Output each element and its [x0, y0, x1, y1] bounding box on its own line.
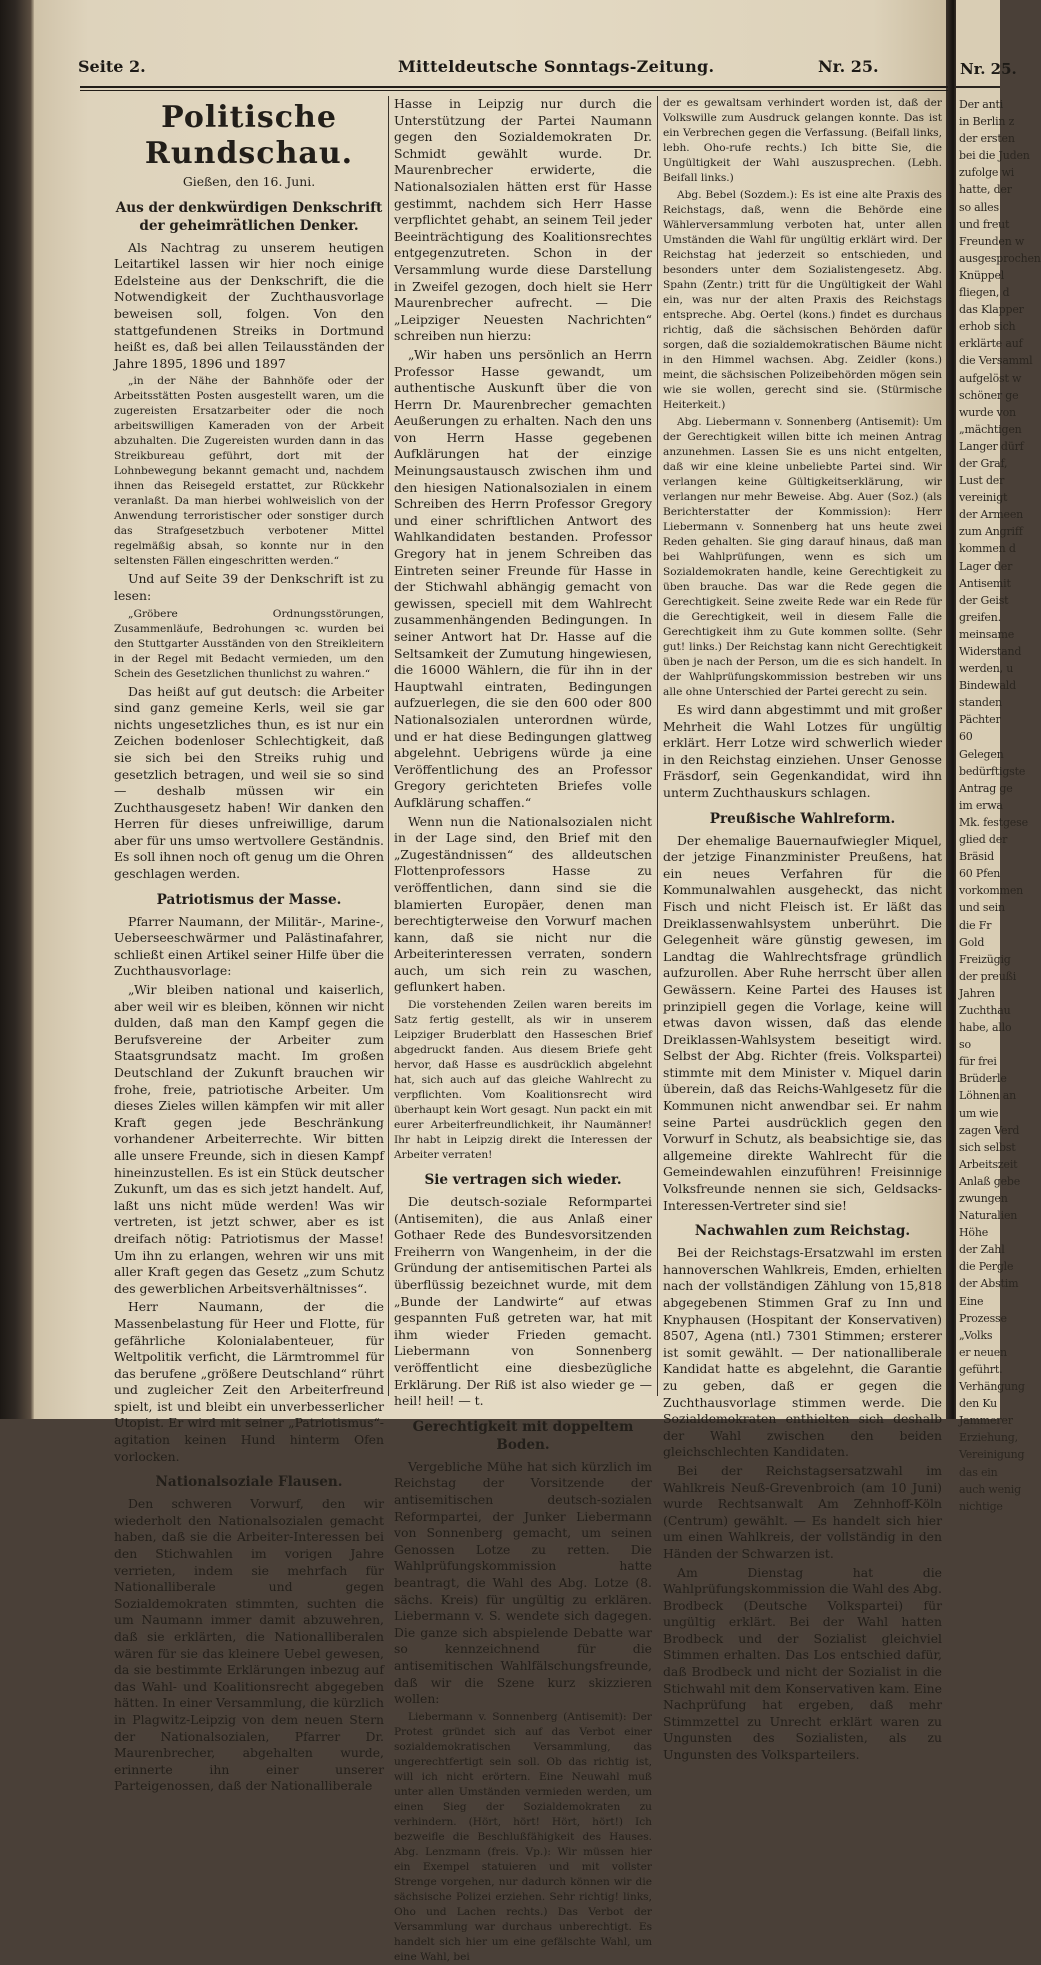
- facing-page-line: Bindewald: [959, 679, 1016, 693]
- article-heading-nachwahlen: Nachwahlen zum Reichstag.: [694, 1223, 911, 1240]
- facing-page-line: Der anti: [959, 98, 1004, 111]
- column-divider-1: [388, 96, 389, 1396]
- facing-page-line: Gelegen: [959, 747, 1004, 761]
- facing-page-line: „mächtigen: [959, 422, 1022, 436]
- facing-page-edge: [956, 0, 1041, 1513]
- facing-page-line: Lager der: [959, 559, 1013, 573]
- facing-page-line: das Klapper: [959, 303, 1024, 317]
- article-paragraph: Herr Naumann, der die Massenbelastung für Heer und Flotte, für gefährliche Kolonialabenteuer, für Weltpolitik verficht, die Lärmtrommel für das berufene „größere Deutschland“ rührt und zugleicher Zeit den Arbeiterfreund spielt, ist und bleibt ein unverbesserlicher Utopist. Er wird mit seiner „Patriotismus“-agitation keinen Hund hinterm Ofen vorlocken.: [114, 1299, 384, 1464]
- facing-page-line: meinsame: [959, 627, 1015, 641]
- article-paragraph: Das heißt auf gut deutsch: die Arbeiter sind ganz gemeine Kerls, weil sie gar nichts ungesetzliches thun, es ist nur ein Zeichen bodenloser Schlechtigkeit, daß sie sich bei den Streiks ruhig und gesetzlich betragen, und weil sie so sind — deshalb müssen wir ein Zuchthausgesetz haben! Wir danken den Herren für dieses unfreiwillige, darum aber für uns umso wertvollere Geständnis. Es soll ihnen noch oft genug um die Ohren geschlagen werden.: [114, 683, 384, 882]
- article-paragraph: Es wird dann abgestimmt und mit großer Mehrheit die Wahl Lotzes für ungültig erklärt. Herr Lotze wird schwerlich wieder in den Reichstag einziehen. Unser Genosse Fräsdorf, sein Gegenkandidat, wird ihn unterm Zuchthauskurs schlagen.: [663, 702, 942, 800]
- facing-page-line: Prozesse: [959, 1311, 1007, 1325]
- facing-page-line: Knüppel: [959, 268, 1005, 282]
- facing-page-number: Nr. 25.: [960, 60, 1017, 78]
- facing-page-line: Vereinigung: [959, 1448, 1025, 1462]
- article-heading-vertragen: Sie vertragen sich wieder.: [424, 1172, 622, 1189]
- article-quote: „Wir haben uns persönlich an Herrn Professor Hasse gewandt, um authentische Auskunft über die von Herrn Dr. Maurenbrecher gemachten Aeußerungen zu erhalten. Nach den uns von Herrn Hasse gegebenen Aufklärungen hat der einzige Meinungsaustausch zwischen ihm und den hiesigen Nationalsozialen in einem Schreiben des Herrn Professor Gregory und einer schriftlichen Antwort des Wahlkandidaten bestanden. Professor Gregory hat in jenem Schreiben das Eintreten seiner Freunde für Hasse in der Stichwahl abhängig gemacht von gewissen, speciell mit dem Wahlrecht zusammenhängenden Bedingungen. In seiner Antwort hat Dr. Hasse auf die Seltsamkeit der Zumutung hingewiesen, die 16000 Wählern, die für ihn in der Hauptwahl eintraten, Bedingungen aufzuerlegen, die sie den 600 oder 800 Nationalsozialen unterordnen würde, und er hat diese Bedingungen glattweg abgelehnt. Uebrigens würde ja eine Veröffentlichung des an Professor Gregory gerichteten Briefes volle Aufklärung schaffen.“: [394, 346, 652, 810]
- facing-page-line: auch wenig: [959, 1482, 1021, 1496]
- article-paragraph: Pfarrer Naumann, der Militär-, Marine-, Ueberseeschwärmer und Palästinafahrer, schließt einen Artikel seiner Hilfe über die Zuchthausvorlage:: [114, 913, 384, 979]
- editor-note: Die vorstehenden Zeilen waren bereits im Satz fertig gestellt, als wir in unserem Leipziger Bruderblatt den Hasseschen Brief abgedruckt fanden. Aus diesem Briefe geht hervor, daß Hasse es ausdrücklich abgelehnt hat, sich auch auf das gleiche Wahlrecht zu verpflichten. Vom Koalitionsrecht wird überhaupt kein Wort gesagt. Nun packt ein mit eurer Arbeiterfreundlichkeit, ihr Naumänner! Ihr habt in Leipzig direkt die Interessen der Arbeiter verraten!: [394, 999, 652, 1162]
- article-paragraph: Wenn nun die Nationalsozialen nicht in der Lage sind, den Brief mit den „Zugeständnissen“ des alldeutschen Flottenprofessors Hasse zu veröffentlichen, dann sind sie die blamierten Europäer, denen man berechtigterweise den Vorwurf machen kann, daß sie nicht nur die Arbeiterinteressen verraten, sondern auch, um sich rein zu waschen, geflunkert haben.: [394, 813, 652, 995]
- facing-page-line: Höhe: [959, 1226, 989, 1240]
- facing-page-line: Bräsid: [959, 850, 994, 864]
- facing-page-line: 60: [959, 730, 973, 744]
- header-rule-thin: [80, 90, 948, 91]
- facing-page-line: standen: [959, 696, 1002, 710]
- article-paragraph: Hasse in Leipzig nur durch die Unterstützung der Partei Naumann gegen den Sozialdemokraten Dr. Schmidt gewählt wurde. Dr. Maurenbrecher erwiderte, die Nationalsozialen hätten erst für Hasse gestimmt, nachdem sich Herr Hasse verpflichtet gehabt, an seinem Teil jeder Beeinträchtigung des Koalitionsrechtes entgegenzutreten. Schon in der Versammlung wurde diese Darstellung in Zweifel gezogen, doch hielt sie Herr Maurenbrecher aufrecht. — Die „Leipziger Neuesten Nachrichten“ schreiben nun hierzu:: [394, 96, 652, 344]
- facing-page-line: Mk. festgese: [959, 815, 1028, 829]
- facing-page-line: Naturalien: [959, 1209, 1018, 1223]
- facing-page-line: Anlaß gebe: [959, 1174, 1021, 1188]
- article-paragraph: Am Dienstag hat die Wahlprüfungskommission die Wahl des Abg. Brodbeck (Deutsche Volkspartei) für ungültig erklärt. Bei der Wahl hatten Brodbeck und der Sozialist gleichviel Stimmen erhalten. Das Los entschied dafür, daß Brodbeck und nicht der Sozialist in die Stichwahl mit dem Konservativen kam. Eine Nachprüfung hat ergeben, daß mehr Stimmzettel zu Unrecht erklärt waren zu Ungunsten des Sozialisten, als zu Ungunsten des Volksparteilers.: [663, 1564, 942, 1763]
- column-divider-2: [657, 96, 658, 1396]
- article-quote: Abg. Bebel (Sozdem.): Es ist eine alte Praxis des Reichstags, daß, wenn die Behörde eine Wählerversammlung verboten hat, unter allen Umständen die Wahl für ungültig erklärt wird. Der Reichstag hat jederzeit so entschieden, und besonders unter dem Sozialistengesetz. Abg. Spahn (Zentr.) tritt für die Ungültigkeit der Wahl ein, was nur der alten Praxis des Reichstags entspreche. Abg. Oertel (kons.) findet es durchaus richtig, daß die sächsischen Behörden dafür sorgen, daß die sozialdemokratischen Bäume nicht in den Himmel wachsen. Abg. Zeidler (kons.) meint, die sächsischen Polizeibehörden mögen sein wie sie wollen, gerecht sind sie. (Stürmische Heiterkeit.): [663, 189, 942, 411]
- facing-page-line: für frei: [959, 1055, 997, 1069]
- page-header: [78, 57, 940, 87]
- facing-page-line: Löhnen an: [959, 1089, 1017, 1103]
- facing-page-line: schöner ge: [959, 388, 1019, 402]
- facing-page-line: der Armeen: [959, 508, 1024, 522]
- facing-page-line: 60 Pfen: [959, 867, 1001, 881]
- facing-page-line: fliegen, d: [959, 286, 1010, 300]
- facing-page-line: Pächter: [959, 713, 1001, 727]
- column-2: [394, 96, 652, 1963]
- page-number: Seite 2.: [78, 57, 146, 76]
- article-paragraph: Den schweren Vorwurf, den wir wiederholt den Nationalsozialen gemacht haben, daß sie die Arbeiter-Interessen bei den Stichwahlen im vorigen Jahre verrieten, indem sie mehrfach für Nationalliberale und gegen Sozialdemokraten stimmten, suchten die um Naumann immer damit abzuwehren, daß sie erklärten, die Nationalliberalen wären für sie das kleinere Uebel gewesen, da sie bestimmte Erklärungen inbezug auf das Wahl- und Koalitionsrecht abgegeben hätten. In einer Versammlung, die kürzlich in Plagwitz-Leipzig von dem neuen Stern der Nationalsozialen, Pfarrer Dr. Maurenbrecher, abgehalten wurde, erinnerte ihn einer unserer Parteigenossen, daß der Nationalliberale: [114, 1496, 384, 1794]
- column-3: [663, 96, 942, 1763]
- article-paragraph: Der ehemalige Bauernaufwiegler Miquel, der jetzige Finanzminister Preußens, hat ein neues Verfahren für die Kommunalwahlen ausgeheckt, das nicht Fisch und nicht Fleisch ist. Er läßt das Dreiklassenwahlsystem unberührt. Die Gelegenheit wäre günstig gewesen, im Landtag die Wahlrechtsfrage gründlich aufzurollen. Aber Ruhe herrscht über allen Gewässern. Keine Partei des Hauses ist prinzipiell gegen die Vorlage, keine will etwas davon wissen, daß das elende Dreiklassen-Wahlsystem beseitigt wird. Selbst der Abg. Richter (freis. Volkspartei) stimmte mit dem Minister v. Miquel darin überein, daß das Reichs-Wahlgesetz für die Kommunen nicht anwendbar sei. Er nahm seine Partei ausdrücklich gegen den Vorwurf in Schutz, als beabsichtige sie, das allgemeine direkte Wahlrecht für die Gemeindewahlen einzuführen! Freisinnige Volksfreunde nennen sie sich, Geldsacks-Interessen-Vertreter sind sie!: [663, 832, 942, 1213]
- article-heading-nationalsoziale: Nationalsoziale Flausen.: [155, 1474, 343, 1491]
- facing-page-line: bedürftigste: [959, 764, 1026, 778]
- facing-page-line: um wie: [959, 1106, 999, 1120]
- facing-page-line: Brüderle: [959, 1072, 1007, 1086]
- facing-page-line: nichtige: [959, 1499, 1003, 1513]
- article-quote: Abg. Liebermann v. Sonnenberg (Antisemit): Um der Gerechtigkeit willen bitte ich meinen Antrag anzunehmen. Lassen Sie es uns nicht entgelten, daß wir eine kleine unbeliebte Partei sind. Wir verlangen keine Gültigkeitserklärung, wir verlangen nur mehr Beweise. Abg. Auer (Soz.) (als Berichterstatter der Kommission): Herr Liebermann v. Sonnenberg hat uns heute zwei Reden gehalten. Sie ging darauf hinaus, daß man bei Wahlprüfungen, wenn es sich um Sozialdemokraten handle, keine Gerechtigkeit zu üben brauche. Das war die Rede gegen die Gerechtigkeit. Seine zweite Rede war ein Rede für die Gerechtigkeit, weil in diesem Falle die Gerechtigkeit ihm zu Gute kommen sollte. (Sehr gut! links.) Der Reichstag kann nicht Gerechtigkeit üben je nach der Person, um die es sich handelt. In der Wahlprüfungskommission bestreben wir uns alle ohne Unterschied der Partei gerecht zu sein.: [663, 416, 942, 698]
- facing-page-line: und sein: [959, 901, 1005, 915]
- facing-page-line: das ein: [959, 1465, 998, 1479]
- facing-page-text: [959, 96, 1041, 1515]
- facing-page-line: habe, allo: [959, 1021, 1012, 1035]
- facing-page-line: wurde von: [959, 405, 1016, 419]
- facing-page-line: die Versamml: [959, 354, 1033, 368]
- facing-page-line: greifen.: [959, 610, 1001, 624]
- facing-page-line: im erwa: [959, 798, 1003, 812]
- facing-page-line: aufgelöst w: [959, 371, 1022, 385]
- article-paragraph: Vergebliche Mühe hat sich kürzlich im Reichstag der Vorsitzende der antisemitischen deutsch-sozialen Reformpartei, der Junker Liebermann von Sonnenberg gemacht, um seinen Genossen Lotze zu retten. Die Wahlprüfungskommission hatte beantragt, die Wahl des Abg. Lotze (8. sächs. Kreis) für ungültig zu erklären. Liebermann v. S. wendete sich dagegen. Die ganze sich abspielende Debatte war so kennzeichnend für die antisemitischen Wahlfälschungsfreunde, daß wir die Szene kurz skizzieren wollen:: [394, 1458, 652, 1707]
- facing-page-line: hatte, der: [959, 183, 1012, 197]
- header-rule: [80, 86, 948, 88]
- facing-page-line: so: [959, 1038, 971, 1052]
- facing-page-line: Arbeitszeit: [959, 1157, 1018, 1171]
- facing-page-line: Lust der: [959, 474, 1005, 488]
- book-spine: [0, 0, 34, 1419]
- facing-page-line: der ersten: [959, 132, 1015, 146]
- article-paragraph: Die deutsch-soziale Reformpartei (Antisemiten), die aus Anlaß einer Gothaer Rede des Bundesvorsitzenden Freiherrn von Wangenheim, in der die Gründung der antisemitischen Partei als überflüssig bezeichnet wurde, mit dem „Bunde der Landwirte“ auf etwas gespannten Fuß getreten war, hat mit ihm wieder Frieden gemacht. Liebermann von Sonnenberg veröffentlicht eine diesbezügliche Erklärung. Der Riß ist also wieder ge — heil! heil! — t.: [394, 1194, 652, 1409]
- facing-page-line: Freunden w: [959, 234, 1025, 248]
- newspaper-title: Mitteldeutsche Sonntags-Zeitung.: [398, 57, 715, 76]
- article-heading-gerechtigkeit: Gerechtigkeit mit doppeltem Boden.: [412, 1418, 634, 1453]
- facing-page-line: erhob sich: [959, 320, 1016, 334]
- article-quote: Liebermann v. Sonnenberg (Antisemit): Der Protest gründet sich auf das Verbot einer sozialdemokratischen Versammlung, das ungerechtfertigt sein soll. Ob das richtig ist, will ich nicht erörtern. Eine Neuwahl muß unter allen Umständen vermieden werden, um einen Sieg der Sozialdemokraten zu verhindern. (Hört, hört! Hört, hört!) Ich bezweifle die Beschlußfähigkeit des Hauses. Abg. Lenzmann (freis. Vp.): Wir müssen hier ein Exempel statuieren und mit vollster Strenge vorgehen, nur dadurch können wir die sächsische Polizei erziehen. Sehr richtig! links, Oho und Lachen rechts.) Das Verbot der Versammlung war durchaus unberechtigt. Es handelt sich hier um eine gefälschte Wahl, um eine Wahl, bei: [394, 1710, 652, 1963]
- facing-page-line: der Geist: [959, 593, 1009, 607]
- facing-page-line: Freizügig: [959, 952, 1011, 966]
- facing-page-line: kommen d: [959, 542, 1016, 556]
- facing-page-line: Jammerer: [959, 1414, 1013, 1428]
- facing-page-line: erklärte auf: [959, 337, 1023, 351]
- facing-page-line: zagen Verd: [959, 1123, 1020, 1137]
- facing-page-line: zwungen: [959, 1192, 1008, 1205]
- article-heading-patriotismus: Patriotismus der Masse.: [156, 891, 342, 908]
- facing-page-line: sich selbst: [959, 1140, 1016, 1154]
- facing-page-line: vorkommen: [959, 884, 1024, 898]
- facing-page-line: Erziehung,: [959, 1431, 1018, 1445]
- article-paragraph: Bei der Reichstags-Ersatzwahl im ersten hannoverschen Wahlkreis, Emden, erhielten nach der vollständigen Zählung von 15,818 abgegebenen Stimmen Graf zu Inn und Knyphausen (Hospitant der Konservativen) 8507, Agena (ntl.) 7301 Stimmen; ersterer ist somit gewählt. — Der nationalliberale Kandidat hatte es abgelehnt, die Garantie zu geben, daß er gegen die Zuchthausvorlage stimmen werde. Die Sozialdemokraten enthielten sich deshalb der Wahl zwischen den beiden gleichschlechten Kandidaten.: [663, 1245, 942, 1460]
- facing-page-line: „Volks: [959, 1328, 993, 1342]
- facing-page-line: ausgesprochen: [959, 251, 1041, 265]
- article-quote: „Wir bleiben national und kaiserlich, aber weil wir es bleiben, können wir nicht dulden, daß man den Kampf gegen die Berufsvereine der Arbeiter zum Staatsgrundsatz macht. Im großen Deutschland der Zukunft brauchen wir frohe, freie, patriotische Arbeiter. Um dieses Zieles willen kämpfen wir mit aller Kraft gegen jede Beschränkung vorhandener Arbeiterrechte. Wir bitten alle unsere Freunde, sich in diesen Kampf hineinzustellen. Es ist ein Stück deutscher Zukunft, um das es sich jetzt handelt. Auf, laßt uns nicht müde werden! Was wir vertreten, ist jetzt schwer, aber es ist dreifach nötig: Patriotismus der Masse! Um ihn zu erlangen, wehren wir uns mit aller Kraft gegen das Gesetz „zum Schutz des gewerblichen Arbeitsverhältnisses“.: [114, 982, 384, 1296]
- article-quote: „Gröbere Ordnungsstörungen, Zusammenläufe, Bedrohungen ꝛc. wurden bei den Stuttgarter Ausständen von den Streikleitern in der Regel mit Bedacht vermieden, um den Schein des Gesetzlichen thunlichst zu wahren.“: [114, 607, 384, 680]
- article-paragraph: Und auf Seite 39 der Denkschrift ist zu lesen:: [114, 571, 384, 603]
- facing-page-line: der preußi: [959, 969, 1017, 983]
- facing-page-line: Zuchthau: [959, 1003, 1011, 1017]
- facing-page-line: Gold: [959, 935, 985, 949]
- facing-page-line: Widerstand: [959, 645, 1022, 658]
- article-heading-wahlreform: Preußische Wahlreform.: [709, 810, 896, 827]
- facing-page-line: der Zahl: [959, 1243, 1005, 1257]
- facing-page-line: in Berlin z: [959, 115, 1015, 129]
- facing-page-line: Langer dürf: [959, 439, 1024, 453]
- facing-page-line: die Pergle: [959, 1260, 1014, 1274]
- facing-page-line: bei die Juden: [959, 149, 1030, 163]
- issue-number: Nr. 25.: [818, 57, 879, 76]
- facing-page-line: die Fr: [959, 918, 992, 932]
- article-paragraph: Als Nachtrag zu unserem heutigen Leitartikel lassen wir hier noch einige Edelsteine aus der Denkschrift, die die Notwendigkeit der Zuchthausvorlage beweisen soll, folgen. Von den stattgefundenen Streiks in Dortmund heißt es, daß bei allen Teilausständen der Jahre 1895, 1896 und 1897: [114, 239, 384, 371]
- facing-page-line: der Graf,: [959, 456, 1008, 470]
- facing-page-line: so alles: [959, 200, 999, 214]
- article-quote: „in der Nähe der Bahnhöfe oder der Arbeitsstätten Posten ausgestellt waren, um die zugereisten Ersatzarbeiter oder die noch arbeitswilligen Kameraden von der Arbeit abzuhalten. Die Zugereisten wurden dann in das Streikbureau geführt, dort mit der Lohnbewegung bekannt gemacht und, nachdem ihnen das Reisegeld erstattet, zur Rückkehr veranlaßt. Da man hierbei wohlweislich von der Anwendung terroristischer oder sonstiger durch das Strafgesetzbuch verbotener Mittel regelmäßig absah, so konnte nur in den seltensten Fällen eingeschritten werden.“: [114, 375, 384, 568]
- article-quote: der es gewaltsam verhindert worden ist, daß der Volkswille zum Ausdruck gelangen konnte. Das ist ein Verbrechen gegen die Verfassung. (Beifall links, lebh. Oho-rufe rechts.) Ich bitte Sie, die Ungültigkeit der Wahl auszusprechen. (Lebh. Beifall links.): [663, 97, 942, 184]
- section-title: Politische Rundschau.: [144, 100, 354, 171]
- facing-page-line: und freut: [959, 217, 1010, 231]
- facing-page-line: zum Angriff: [959, 525, 1023, 539]
- facing-page-line: vereinigt: [959, 491, 1008, 505]
- facing-page-line: zufolge wi: [959, 166, 1015, 180]
- facing-page-line: Antisemit: [959, 576, 1011, 590]
- facing-page-line: Eine: [959, 1294, 984, 1308]
- facing-page-line: Jahren: [959, 986, 995, 1000]
- facing-page-line: geführt.: [959, 1362, 1003, 1376]
- facing-page-line: Antrag ge: [959, 781, 1013, 795]
- column-1: [114, 96, 384, 1794]
- facing-page-line: er neuen: [959, 1345, 1007, 1359]
- facing-page-line: der Abstim: [959, 1277, 1019, 1291]
- facing-page-rule: [956, 86, 1000, 88]
- facing-page-line: den Ku: [959, 1397, 997, 1411]
- facing-page-line: glied der: [959, 833, 1008, 847]
- dateline: Gießen, den 16. Juni.: [182, 174, 316, 189]
- article-paragraph: Bei der Reichstagsersatzwahl im Wahlkreis Neuß-Grevenbroich (am 10 Juni) wurde Rechtsanwalt Am Zehnhoff-Köln (Centrum) gewählt. — Es handelt sich hier um einen Wahlkreis, der vollständig in den Händen der Schwarzen ist.: [663, 1462, 942, 1561]
- facing-page-line: Verhängung: [959, 1380, 1025, 1394]
- facing-page-line: werden, u: [959, 662, 1014, 676]
- article-heading-denkschrift: Aus der denkwürdigen Denkschrift der geheimrätlichen Denker.: [115, 199, 383, 234]
